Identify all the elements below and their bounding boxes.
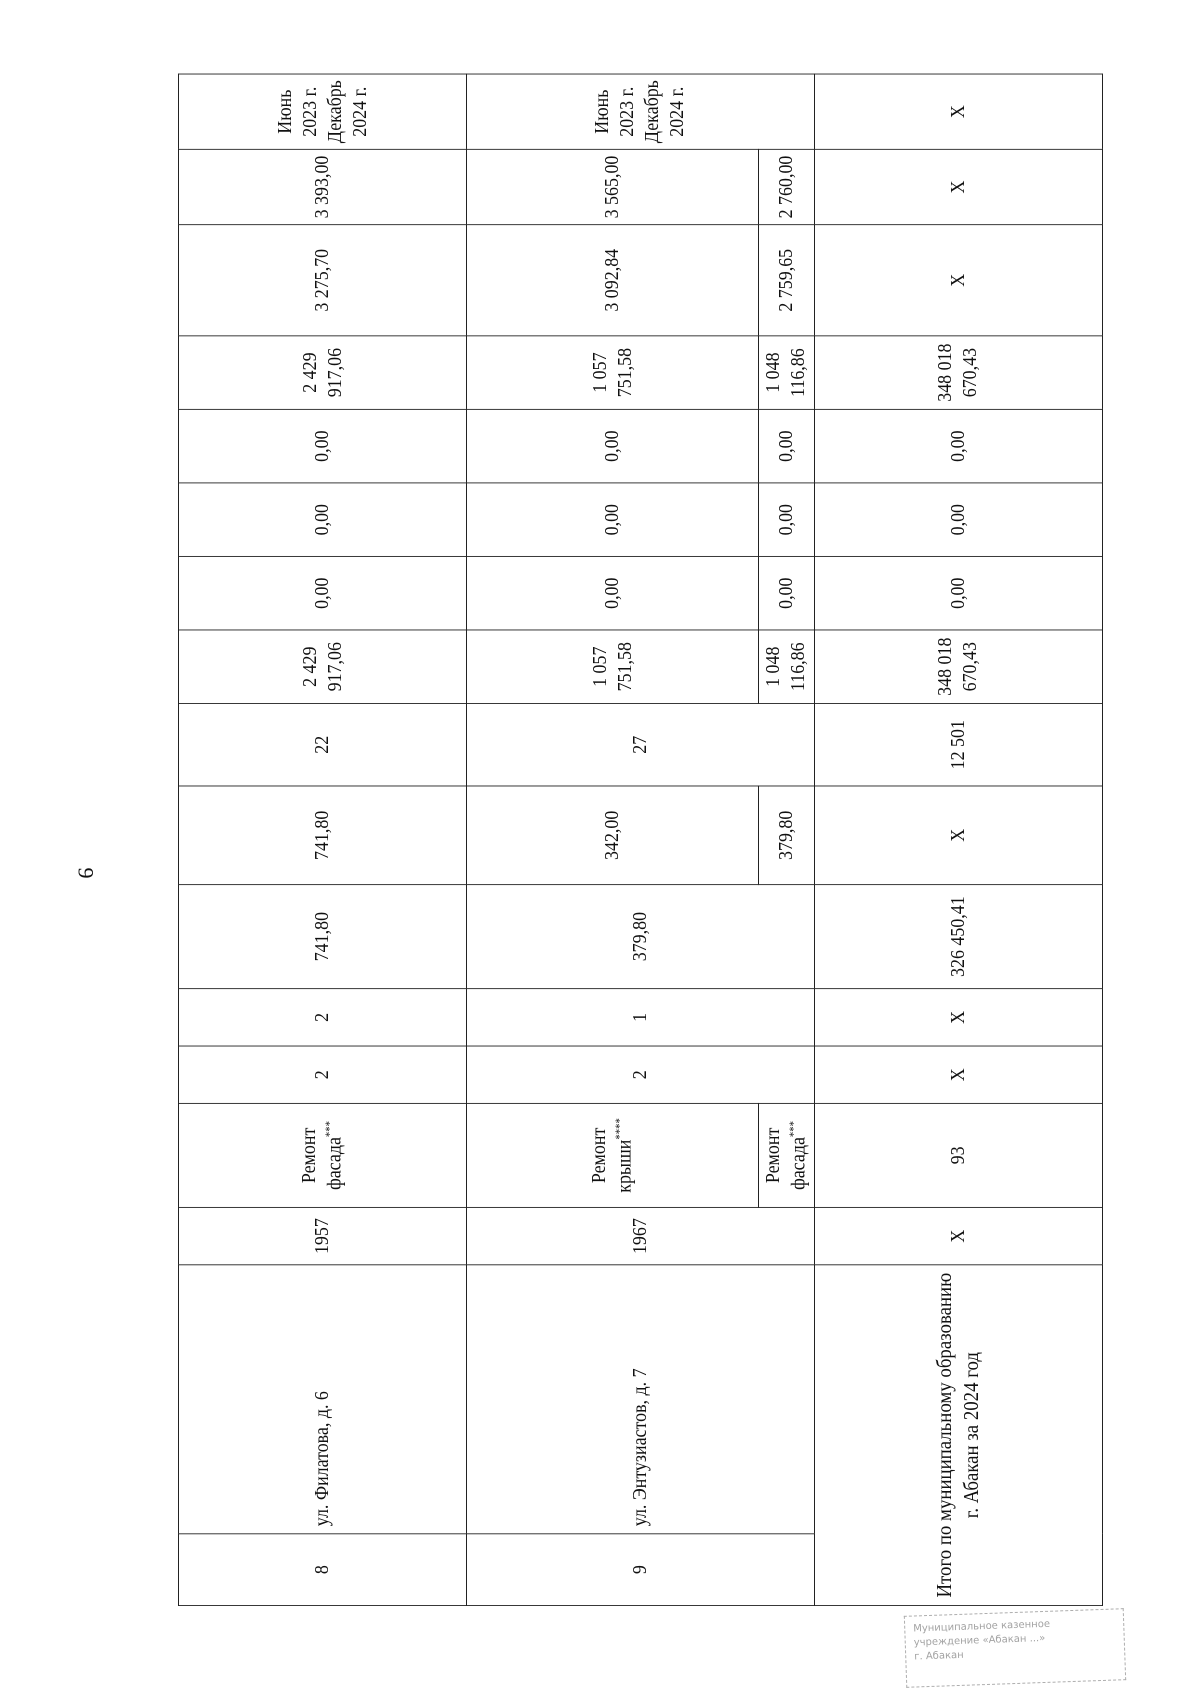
build-year: 1957 <box>179 1207 467 1264</box>
fund-1: 0,00 <box>179 556 467 630</box>
unit-cost: X <box>814 225 1102 336</box>
period: Июнь 2023 г. Декабрь 2024 г. <box>179 74 467 149</box>
max-cost: X <box>814 149 1102 224</box>
address: ул. Филатова, д. 6 <box>179 1265 467 1534</box>
area: 379,80 <box>759 786 815 885</box>
max-cost: 2 760,00 <box>759 149 815 224</box>
col-b: 1 <box>467 989 815 1046</box>
count: 22 <box>179 703 467 785</box>
area-total: 326 450,41 <box>814 885 1102 989</box>
max-cost: 3 393,00 <box>179 149 467 224</box>
stamp-line: учреждение «Абакан ...» <box>913 1632 1046 1649</box>
fund-2: 0,00 <box>814 483 1102 557</box>
work-type: Ремонт крыши**** <box>467 1103 759 1207</box>
period: X <box>814 74 1102 149</box>
fund-2: 0,00 <box>759 483 815 557</box>
work-type: Ремонт фасада*** <box>179 1103 467 1207</box>
count: 27 <box>467 703 815 785</box>
sum: 1 048 116,86 <box>759 336 815 410</box>
unit-cost: 3 092,84 <box>467 225 759 336</box>
total-row <box>814 74 1102 1606</box>
fund-2: 0,00 <box>467 483 759 557</box>
organization-stamp <box>904 1608 1126 1688</box>
row-index: 9 <box>467 1534 815 1606</box>
fund-1: 0,00 <box>467 556 759 630</box>
page-number: 9 <box>73 867 99 879</box>
col-a: 2 <box>179 1046 467 1103</box>
total-cost: 2 429 917,06 <box>179 630 467 704</box>
address: ул. Энтузиастов, д. 7 <box>467 1265 815 1534</box>
stamp-line: Муниципальное казенное <box>913 1618 1051 1635</box>
work-type: Ремонт фасада*** <box>759 1103 815 1207</box>
table-row <box>467 74 759 1606</box>
total-cost: 1 048 116,86 <box>759 630 815 704</box>
area: X <box>814 786 1102 885</box>
col-a: X <box>814 1046 1102 1103</box>
area-total: 379,80 <box>467 885 815 989</box>
fund-1: 0,00 <box>814 556 1102 630</box>
unit-cost: 2 759,65 <box>759 225 815 336</box>
fund-3: 0,00 <box>759 409 815 483</box>
repair-schedule-table <box>178 80 1200 1598</box>
fund-3: 0,00 <box>179 409 467 483</box>
max-cost: 3 565,00 <box>467 149 759 224</box>
count: 12 501 <box>814 703 1102 785</box>
fund-3: 0,00 <box>467 409 759 483</box>
works-count: 93 <box>814 1103 1102 1207</box>
table-row <box>179 74 467 1606</box>
sum: 1 057 751,58 <box>467 336 759 410</box>
col-a: 2 <box>467 1046 815 1103</box>
build-year: 1967 <box>467 1207 815 1264</box>
stamp-line: г. Абакан <box>914 1649 964 1663</box>
total-cost: 1 057 751,58 <box>467 630 759 704</box>
col-b: X <box>814 989 1102 1046</box>
sum: 348 018 670,43 <box>814 336 1102 410</box>
fund-3: 0,00 <box>814 409 1102 483</box>
col-b: 2 <box>179 989 467 1046</box>
fund-2: 0,00 <box>179 483 467 557</box>
total-label: Итого по муниципальному образованию г. Абакан за 2024 год <box>814 1265 1102 1606</box>
sum: 2 429 917,06 <box>179 336 467 410</box>
area: 741,80 <box>179 786 467 885</box>
row-index: 8 <box>179 1534 467 1606</box>
unit-cost: 3 275,70 <box>179 225 467 336</box>
area-total: 741,80 <box>179 885 467 989</box>
total-cost: 348 018 670,43 <box>814 630 1102 704</box>
fund-1: 0,00 <box>759 556 815 630</box>
build-year: X <box>814 1207 1102 1264</box>
area: 342,00 <box>467 786 759 885</box>
period: Июнь 2023 г. Декабрь 2024 г. <box>467 74 815 149</box>
